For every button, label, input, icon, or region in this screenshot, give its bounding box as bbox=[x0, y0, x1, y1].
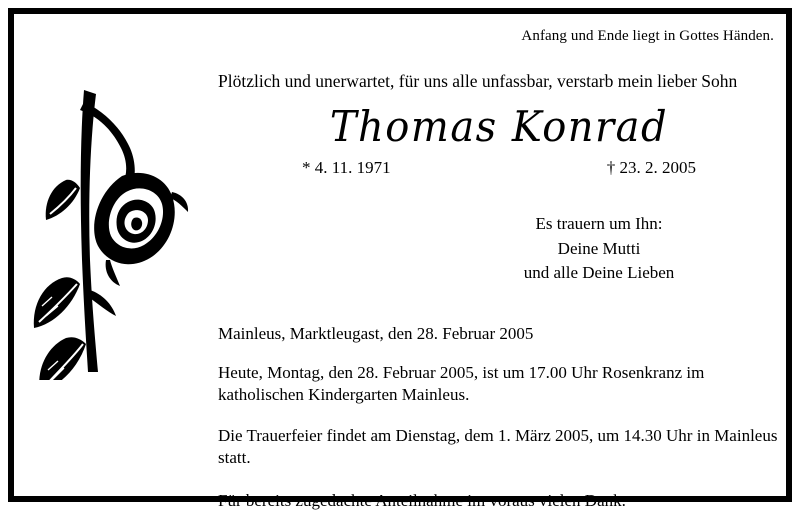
rose-illustration bbox=[22, 80, 202, 380]
rosary-paragraph: Heute, Montag, den 28. Februar 2005, ist um 17.00 Uhr Rosenkranz im katholischen Kindergarten Mainleus. bbox=[218, 362, 705, 405]
birth-date: * 4. 11. 1971 bbox=[302, 158, 391, 177]
funeral-paragraph: Die Trauerfeier findet am Dienstag, dem 1. März 2005, um 14.30 Uhr in Mainleus statt. bbox=[218, 425, 778, 468]
rose-stem-icon bbox=[22, 80, 202, 380]
notice-text-column bbox=[218, 22, 780, 510]
death-date: † 23. 2. 2005 bbox=[606, 158, 696, 177]
life-dates bbox=[218, 158, 780, 178]
mourners-block bbox=[218, 212, 780, 286]
place-and-date: Mainleus, Marktleugast, den 28. Februar 2005 bbox=[218, 323, 534, 343]
intro-text: Plötzlich und unerwartet, für uns alle unfassbar, verstarb mein lieber Sohn bbox=[218, 71, 738, 91]
thanks-paragraph: Für bereits zugedachte Anteilnahme im voraus vielen Dank. bbox=[218, 490, 626, 510]
mourners-heading: Es trauern um Ihn: bbox=[535, 214, 663, 233]
epigraph: Anfang und Ende liegt in Gottes Händen. bbox=[521, 28, 774, 44]
mourners-line-3: und alle Deine Lieben bbox=[523, 263, 675, 283]
deceased-name: Thomas Konrad bbox=[329, 102, 669, 152]
mourners-line-2: Deine Mutti bbox=[557, 238, 641, 258]
